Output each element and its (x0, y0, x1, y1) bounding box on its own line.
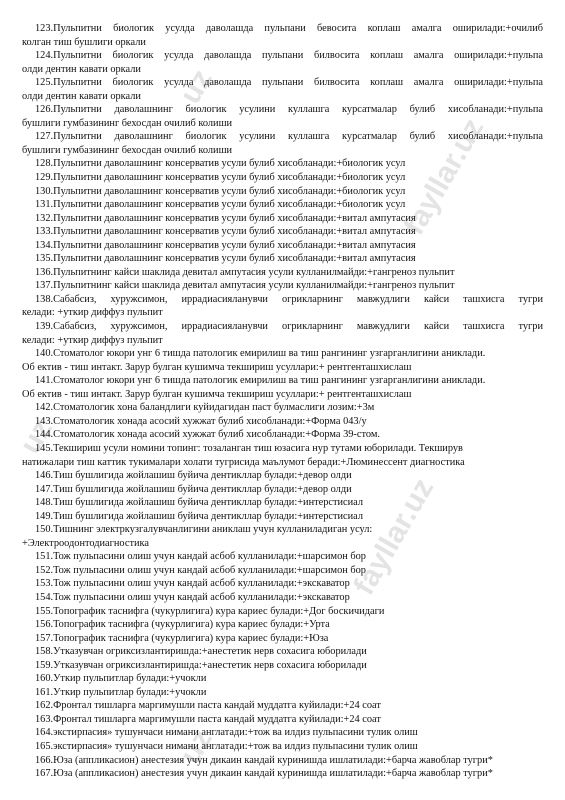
text-line: 153.Тож пульпасини олиш учун кандай асбоб кулланилади:+экскаватор (35, 578, 350, 590)
text-line: олди дентин кавати оркали (22, 90, 141, 102)
text-line: 144.Стоматологик хонада асосий хужжат булиб хисобланади:+Форма 39-стом. (35, 429, 380, 441)
text-line: 124.Пульпитни биологик усулда даволашда пульпани билвосита коплаш амалга оширилади:+пульпа (35, 50, 543, 62)
text-line: 151.Тож пульпасини олиш учун кандай асбоб кулланилади:+шарсимон бор (35, 551, 366, 563)
text-line: 128.Пульпитни даволашнинг консерватив усули булиб хисобланади:+биологик усул (35, 158, 406, 170)
text-line: 138.Сабабсиз, хуружсимон, иррадиасияланувчи огрикларнинг мавжудлиги кайси ташхисга тугри (35, 293, 543, 305)
watermark-4: fayllar.uz (347, 472, 441, 601)
text-line: 146.Тиш бушлигида жойлашиш буйича дентикллар булади:+девор олди (35, 470, 352, 482)
text-line: 152.Тож пульпасини олиш учун кандай асбоб кулланилади:+шарсимон бор (35, 564, 366, 576)
text-line: 139.Сабабсиз, хуружсимон, иррадиасияланувчи огрикларнинг мавжудлиги кайси ташхисга тугри (35, 321, 543, 333)
text-line: 165.экстирпасия» тушунчаси нимани англатади:+тож ва илдиз пульпасини тулик олиш (35, 740, 418, 752)
text-line: бушлиги гумбазининг бехосдан очилиб колиши (22, 144, 233, 156)
text-line: бушлиги гумбазининг бехосдан очилиб колиши (22, 117, 233, 129)
text-line: 147.Тиш бушлигида жойлашиш буйича дентикллар булади:+девор олди (35, 483, 352, 495)
text-line: 133.Пульпитни даволашнинг консерватив усули булиб хисобланади:+витал ампутасия (35, 226, 416, 238)
text-line: натижалари тиш каттик тукималари холати тугрисида маълумот беради:+Люминессент диагностика (22, 456, 465, 468)
text-line: 126.Пульпитни даволашнинг биологик усулини куллашга курсатмалар булиб хисобланади:+пульпа (35, 104, 543, 116)
text-line: 131.Пульпитни даволашнинг консерватив усули булиб хисобланади:+биологик усул (35, 199, 406, 211)
text-line: 149.Тиш бушлигида жойлашиш буйича дентикллар булади:+интерстисиал (35, 510, 364, 522)
text-line: 160.Уткир пульпитлар булади:+учокли (35, 673, 207, 685)
text-line: 135.Пульпитни даволашнинг консерватив усули булиб хисобланади:+витал ампутасия (35, 253, 416, 265)
text-line: 162.Фронтал тишларга маргимушли паста кандай муддатга куйилади:+24 соат (35, 700, 381, 712)
text-line: 157.Топографик таснифга (чукурлигига) кура кариес булади:+Юза (35, 632, 329, 644)
text-line: 167.Юза (аппликасион) анестезия учун дикаин кандай куринишда ишлатилади:+барча жавоблар тугри* (35, 768, 493, 780)
text-line: 154.Тож пульпасини олиш учун кандай асбоб кулланилади:+экскаватор (35, 591, 350, 603)
text-line: олди дентин кавати оркали (22, 63, 141, 75)
text-line: 142.Стоматологик хона баландлиги куйидагидан паст булмаслиги лозим:+3м (35, 402, 375, 414)
text-line: 158.Утказувчан огриксизлантиришда:+анестетик нерв сохасига юборилади (35, 646, 367, 658)
text-line: Об ектив - тиш интакт. Зарур булган кушимча текшириш усуллари:+ рентгенташхислаш (22, 388, 412, 400)
text-line: 137.Пульпитнинг кайси шаклида девитал ампутасия усули кулланилмайди:+гангреноз пульпит (35, 280, 455, 292)
text-line: 143.Стоматологик хонада асосий хужжат булиб хисобланади:+Форма 043/у (35, 415, 367, 427)
text-line: 164.экстирпасия» тушунчаси нимани англатади:+тож ва илдиз пульпасини тулик олиш (35, 727, 418, 739)
text-line: 161.Уткир пульпитлар булади:+учокли (35, 686, 207, 698)
text-line: 166.Юза (аппликасион) анестезия учун дикаин кандай куринишда ишлатилади:+барча жавоблар тугри* (35, 754, 493, 766)
text-line: 150.Тишнинг электркузгалувчанлигини аниклаш учун кулланиладиган усул: (35, 524, 373, 536)
text-line: 132.Пульпитни даволашнинг консерватив усули булиб хисобланади:+витал ампутасия (35, 212, 416, 224)
text-line: 159.Утказувчан огриксизлантиришда:+анестетик нерв сохасига юборилади (35, 659, 367, 671)
text-line: 123.Пульпитни биологик усулда даволашда пульпани бевосита коплаш амалга оширилади:+очилиб (35, 23, 543, 34)
text-line: 130.Пульпитни даволашнинг консерватив усули булиб хисобланади:+биологик усул (35, 185, 406, 197)
text-line: +Электроодонтодиагностика (22, 537, 149, 549)
text-line: 125.Пульпитни биологик усулда даволашда пульпани билвосита коплаш амалга оширилади:+пульпа (35, 77, 543, 89)
watermark-3: uz (13, 414, 59, 460)
text-line: 163.Фронтал тишларга маргимушли паста кандай муддатга куйилади:+24 соат (35, 713, 381, 725)
watermark-5: uz (173, 724, 219, 770)
text-line: 155.Топографик таснифга (чукурлигига) кура кариес булади:+Дог боскичидаги (35, 605, 385, 617)
text-line: 145.Текшириш усули номини топинг: тозаланган тиш юзасига нур тутами юборилади. Текширув (35, 442, 463, 454)
document-page (22, 22, 543, 781)
text-line: 129.Пульпитни даволашнинг консерватив усули булиб хисобланади:+биологик усул (35, 172, 406, 184)
text-line: 136.Пульпитнинг кайси шаклида девитал ампутасия усули кулланилмайди:+гангреноз пульпит (35, 266, 455, 278)
text-line: келади: +уткир диффуз пульпит (22, 307, 163, 319)
text-line: 156.Топографик таснифга (чукурлигига) кура кариес булади:+Урта (35, 619, 330, 631)
text-line: 134.Пульпитни даволашнинг консерватив усули булиб хисобланади:+витал ампутасия (35, 239, 416, 251)
text-line: колган тиш бушлиги оркали (22, 36, 146, 48)
watermark-1: uz (173, 64, 219, 110)
text-line: 141.Стоматолог юкори унг 6 тишда патологик емирилиш ва тиш рангининг узгарганлигини аниклади. (35, 375, 486, 387)
text-line: 140.Стоматолог юкори унг 6 тишда патологик емирилиш ва тиш рангининг узгарганлигини аниклади. (35, 348, 486, 360)
text-line: Об ектив - тиш интакт. Зарур булган кушимча текшириш усуллари:+ рентгенташхислаш (22, 361, 412, 373)
text-line: 127.Пульпитни даволашнинг биологик усулини куллашга курсатмалар булиб хисобланади:+пульпа (35, 131, 543, 143)
text-line: 148.Тиш бушлигида жойлашиш буйича дентикллар булади:+интерстисиал (35, 497, 364, 509)
watermark-2: fayllar.uz (397, 112, 491, 241)
text-line: келади: +уткир диффуз пульпит (22, 334, 163, 346)
